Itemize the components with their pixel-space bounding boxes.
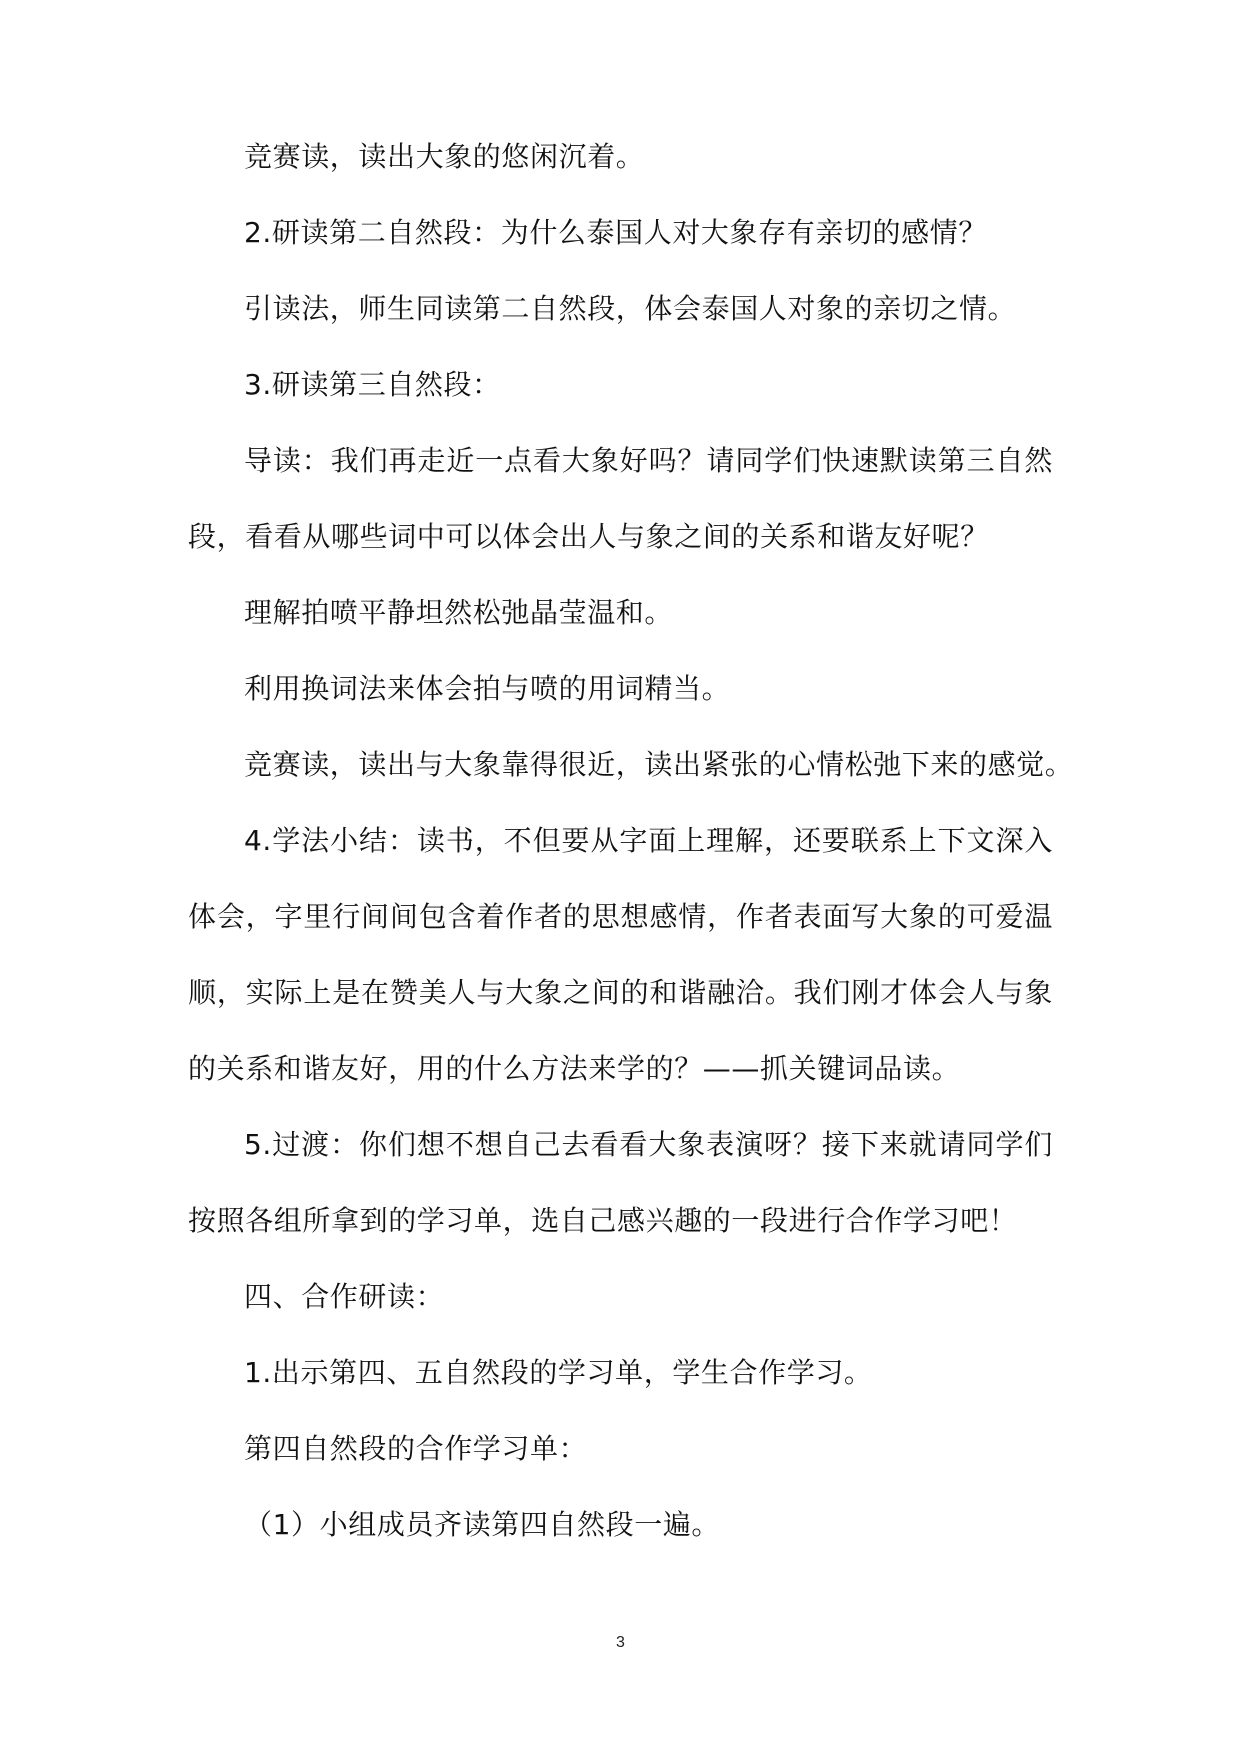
paragraph-line: 段，看看从哪些词中可以体会出人与象之间的关系和谐友好呢？ xyxy=(188,520,989,553)
paragraph-line: 1.出示第四、五自然段的学习单，学生合作学习。 xyxy=(244,1356,873,1389)
page-number: 3 xyxy=(616,1634,625,1651)
paragraph-line: 竞赛读，读出与大象靠得很近，读出紧张的心情松弛下来的感觉。 xyxy=(244,748,1074,781)
paragraph-line: 导读：我们再走近一点看大象好吗？请同学们快速默读第三自然 xyxy=(244,444,1053,477)
paragraph-line: （1）小组成员齐读第四自然段一遍。 xyxy=(244,1508,721,1541)
paragraph-line: 的关系和谐友好，用的什么方法来学的？——抓关键词品读。 xyxy=(188,1052,961,1085)
paragraph-line: 竞赛读，读出大象的悠闲沉着。 xyxy=(244,140,645,173)
paragraph-line: 3.研读第三自然段： xyxy=(244,368,501,401)
paragraph-line: 理解拍喷平静坦然松弛晶莹温和。 xyxy=(244,596,674,629)
paragraph-line: 体会，字里行间间包含着作者的思想感情，作者表面写大象的可爱温 xyxy=(188,900,1053,933)
paragraph-line: 引读法，师生同读第二自然段，体会泰国人对象的亲切之情。 xyxy=(244,292,1017,325)
paragraph-line: 5.过渡：你们想不想自己去看看大象表演呀？接下来就请同学们 xyxy=(244,1128,1053,1161)
section-heading: 四、合作研读： xyxy=(244,1280,445,1313)
paragraph-line: 利用换词法来体会拍与喷的用词精当。 xyxy=(244,672,731,705)
paragraph-line: 按照各组所拿到的学习单，选自己感兴趣的一段进行合作学习吧！ xyxy=(188,1204,1018,1237)
paragraph-line: 第四自然段的合作学习单： xyxy=(244,1432,588,1465)
paragraph-line: 顺，实际上是在赞美人与大象之间的和谐融洽。我们刚才体会人与象 xyxy=(188,976,1053,1009)
paragraph-line: 4.学法小结：读书，不但要从字面上理解，还要联系上下文深入 xyxy=(244,824,1053,857)
document-body xyxy=(188,138,1074,1582)
paragraph-line: 2.研读第二自然段：为什么泰国人对大象存有亲切的感情？ xyxy=(244,216,987,249)
